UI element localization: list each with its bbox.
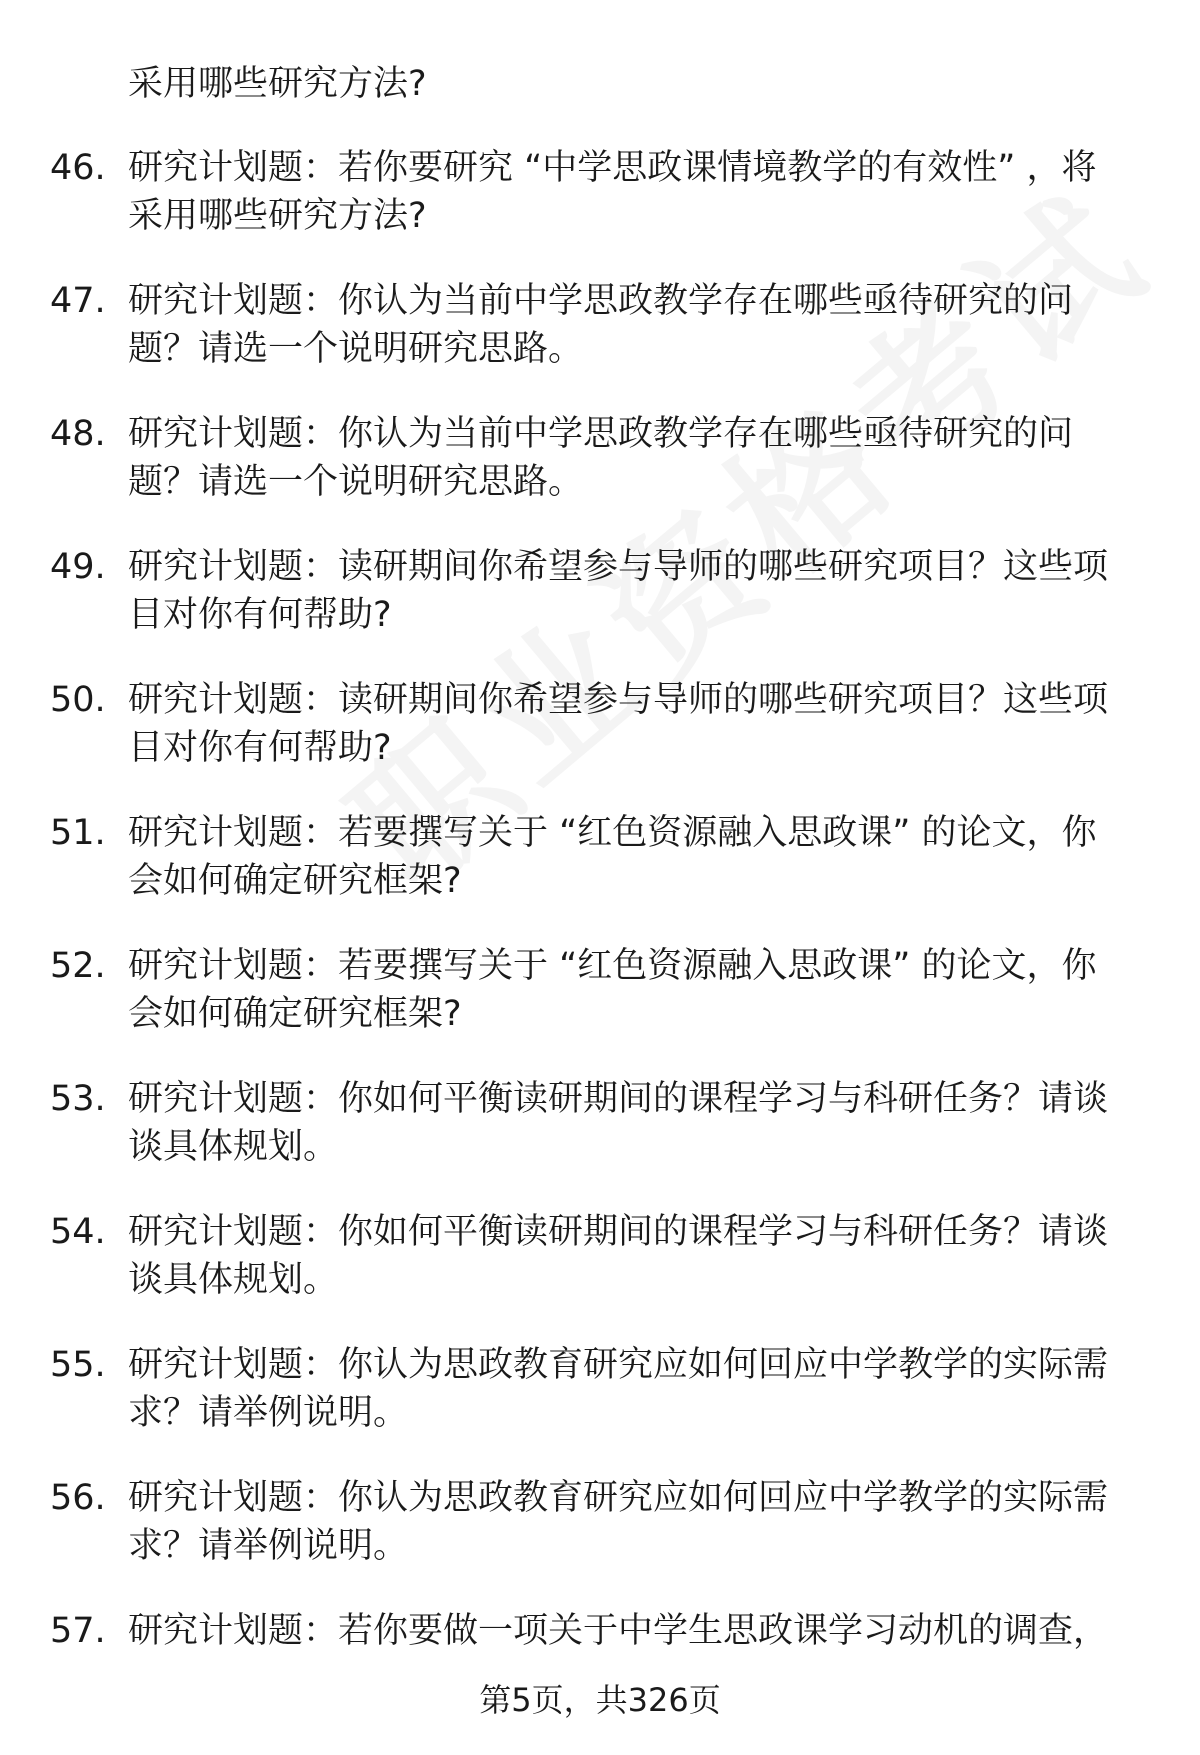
question-line: 谈具体规划。	[128, 1260, 339, 1300]
question-number: 48.	[50, 414, 106, 454]
question-line: 采用哪些研究方法?	[128, 196, 427, 236]
question-item	[0, 406, 1200, 539]
question-continuation: 采用哪些研究方法?	[128, 64, 427, 104]
page-footer: 第5页，共326页	[479, 1681, 721, 1719]
question-line: 研究计划题：若要撰写关于 “红色资源融入思政课” 的论文，你	[128, 813, 1097, 853]
question-number: 50.	[50, 680, 106, 720]
question-number: 51.	[50, 813, 106, 853]
question-line: 研究计划题：读研期间你希望参与导师的哪些研究项目？这些项	[128, 680, 1109, 720]
question-number: 46.	[50, 148, 106, 188]
question-text	[128, 410, 1138, 506]
question-line: 研究计划题：你如何平衡读研期间的课程学习与科研任务？请谈	[128, 1212, 1109, 1252]
question-line: 求？请举例说明。	[128, 1393, 409, 1433]
question-item	[0, 938, 1200, 1071]
question-number: 54.	[50, 1212, 106, 1252]
question-list	[0, 140, 1200, 1736]
question-text	[128, 1075, 1138, 1171]
question-line: 研究计划题：你认为思政教育研究应如何回应中学教学的实际需	[128, 1478, 1109, 1518]
question-number: 47.	[50, 281, 106, 321]
question-item	[0, 1071, 1200, 1204]
question-text	[128, 277, 1138, 373]
question-text	[128, 1208, 1138, 1304]
question-line: 会如何确定研究框架?	[128, 861, 462, 901]
question-item	[0, 273, 1200, 406]
question-line: 研究计划题：若要撰写关于 “红色资源融入思政课” 的论文，你	[128, 946, 1097, 986]
question-number: 55.	[50, 1345, 106, 1385]
question-line: 研究计划题：你认为当前中学思政教学存在哪些亟待研究的问	[128, 281, 1074, 321]
question-text	[128, 543, 1138, 639]
question-number: 53.	[50, 1079, 106, 1119]
question-line: 题？请选一个说明研究思路。	[128, 329, 584, 369]
question-line: 研究计划题：读研期间你希望参与导师的哪些研究项目？这些项	[128, 547, 1109, 587]
question-line: 研究计划题：你认为思政教育研究应如何回应中学教学的实际需	[128, 1345, 1109, 1385]
question-line: 谈具体规划。	[128, 1127, 339, 1167]
question-item	[0, 672, 1200, 805]
question-line: 研究计划题：若你要研究 “中学思政课情境教学的有效性” ，将	[128, 148, 1097, 188]
question-line: 题？请选一个说明研究思路。	[128, 462, 584, 502]
question-item	[0, 539, 1200, 672]
question-text	[128, 809, 1138, 905]
question-text	[128, 1607, 1138, 1655]
question-number: 49.	[50, 547, 106, 587]
question-item	[0, 805, 1200, 938]
question-line: 研究计划题：你认为当前中学思政教学存在哪些亟待研究的问	[128, 414, 1074, 454]
question-line: 目对你有何帮助?	[128, 595, 392, 635]
question-item	[0, 1204, 1200, 1337]
question-item	[0, 1470, 1200, 1603]
question-number: 57.	[50, 1611, 106, 1651]
question-number: 56.	[50, 1478, 106, 1518]
question-text	[128, 676, 1138, 772]
question-line: 目对你有何帮助?	[128, 728, 392, 768]
question-line: 研究计划题：若你要做一项关于中学生思政课学习动机的调查，	[128, 1611, 1109, 1651]
question-line: 会如何确定研究框架?	[128, 994, 462, 1034]
question-text	[128, 1341, 1138, 1437]
question-line: 研究计划题：你如何平衡读研期间的课程学习与科研任务？请谈	[128, 1079, 1109, 1119]
question-text	[128, 144, 1138, 240]
question-item	[0, 1337, 1200, 1470]
question-text	[128, 1474, 1138, 1570]
question-line: 求？请举例说明。	[128, 1526, 409, 1566]
question-text	[128, 942, 1138, 1038]
question-number: 52.	[50, 946, 106, 986]
question-item	[0, 140, 1200, 273]
